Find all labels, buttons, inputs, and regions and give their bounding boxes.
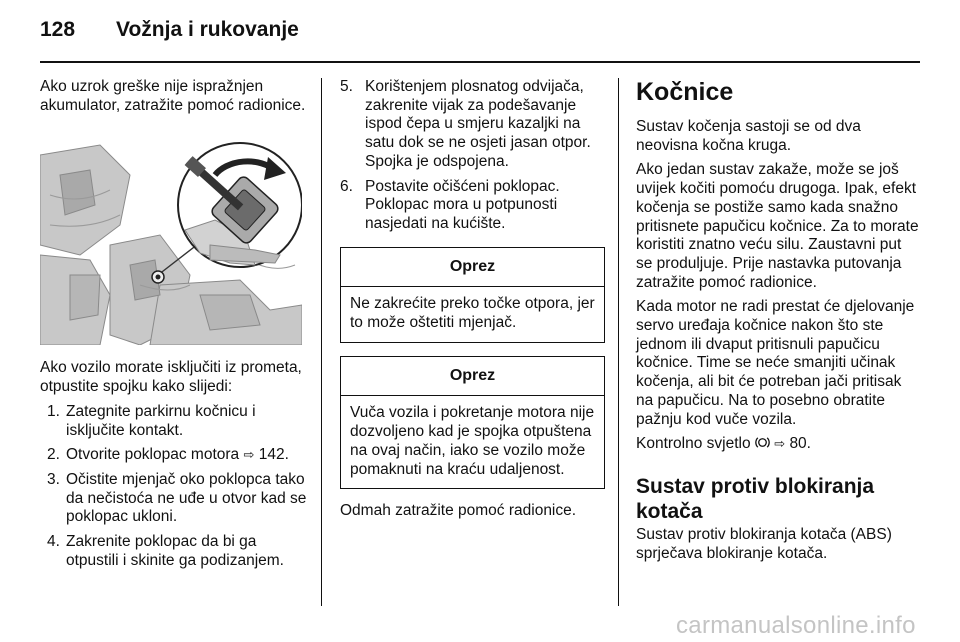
- step-text: Otvorite poklopac motora: [66, 446, 240, 464]
- step-number: 4.: [47, 533, 60, 551]
- page-reference-link[interactable]: 80.: [789, 435, 811, 453]
- caution-box-2: [340, 356, 605, 490]
- brakes-heading: Kočnice: [636, 78, 734, 106]
- column-3: [636, 78, 921, 569]
- step-number: 1.: [47, 402, 60, 420]
- list-item: [40, 446, 308, 465]
- list-item: [40, 403, 308, 440]
- brakes-paragraph-1: Sustav kočenja sastoji se od dva neovisna kočna kruga.: [636, 118, 861, 154]
- abs-paragraph: Sustav protiv blokiranja kotača (ABS) sprječava blokiranje kotača.: [636, 525, 892, 562]
- step-text: Korištenjem plosnatog odvijača, zakrenite vijak za podešavanje ispod čepa u smjeru kazaljki na satu dok se ne osjeti jasan otpor. Spojka je odspojena.: [365, 78, 591, 170]
- column-divider-1: [321, 78, 322, 606]
- brakes-paragraph-3: Kada motor ne radi prestat će djelovanje servo uređaja kočnice nakon što ste jednom ili dvaput pritisnuli papučicu kočnice. Time se neće smanjiti učinak kočenja, ali bit će potreban jači pritisak na papučicu. Na to posebno obratite pažnju kod vuče vozila.: [636, 298, 915, 428]
- step-number: 5.: [340, 78, 353, 95]
- step-text: Zakrenite poklopac da bi ga otpustili i skinite ga podizanjem.: [66, 533, 284, 569]
- caution-text: Ne zakrećite preko točke otpora, jer to može oštetiti mjenjač.: [350, 295, 595, 332]
- abs-heading: Sustav protiv blokiranja kotača: [636, 474, 875, 523]
- step-text: Postavite očišćeni poklopac. Poklopac mora u potpunosti nasjedati na kućište.: [365, 177, 560, 232]
- caution-title: Oprez: [341, 357, 604, 397]
- warning-lamp-text: Kontrolno svjetlo: [636, 435, 751, 453]
- list-item: [340, 178, 605, 234]
- caution-text: Vuča vozila i pokretanje motora nije dozvoljeno kad je spojka otpuštena na ovaj način, iako se vozilo može pomaknuti na kraću udaljenost.: [350, 404, 595, 478]
- steps-list-2: [340, 78, 605, 234]
- list-item: [40, 533, 308, 570]
- step-text: Zategnite parkirnu kočnicu i isključite kontakt.: [66, 402, 256, 439]
- column-divider-2: [618, 78, 619, 606]
- list-item: [340, 78, 605, 172]
- step-number: 3.: [47, 470, 60, 488]
- steps-list-1: [40, 403, 308, 571]
- closing-paragraph: Odmah zatražite pomoć radionice.: [340, 502, 577, 520]
- intro-paragraph: Ako uzrok greške nije ispražnjen akumulator, zatražite pomoć radionice.: [40, 78, 306, 114]
- section-title: Vožnja i rukovanje: [116, 18, 299, 41]
- page-reference-link[interactable]: 142.: [258, 446, 289, 464]
- caution-title: Oprez: [341, 248, 604, 288]
- page-reference-arrow-icon: ⇨: [774, 436, 786, 452]
- caution-box-1: [340, 247, 605, 343]
- lead-paragraph: Ako vozilo morate isključiti iz prometa, otpustite spojku kako slijedi:: [40, 359, 302, 396]
- page-number: 128: [40, 18, 76, 41]
- page-header: [40, 18, 920, 58]
- brakes-paragraph-2: Ako jedan sustav zakaže, može se još uvijek kočiti pomoću drugoga. Ipak, efekt kočenja se postiže samo kada snažno pritisnete papučicu kočnice. Za to morate koristiti znatno veću silu. Zaustavni put se produljuje. Prije nastavka putovanja zatražite pomoć radionice.: [636, 161, 919, 291]
- watermark: carmanualsonline.info: [676, 612, 916, 639]
- column-2: [340, 78, 605, 527]
- transmission-vent-screw-illustration: [40, 135, 302, 345]
- header-divider: [40, 61, 920, 63]
- warning-lamp-paragraph: [636, 435, 921, 454]
- step-number: 2.: [47, 446, 60, 464]
- brake-warning-lamp-icon: [755, 435, 770, 450]
- step-text: Očistite mjenjač oko poklopca tako da nečistoća ne uđe u otvor kad se poklopac ukloni.: [66, 470, 307, 526]
- list-item: [40, 471, 308, 527]
- step-number: 6.: [340, 177, 353, 195]
- column-1: [40, 78, 308, 576]
- page-reference-arrow-icon: ⇨: [243, 447, 255, 463]
